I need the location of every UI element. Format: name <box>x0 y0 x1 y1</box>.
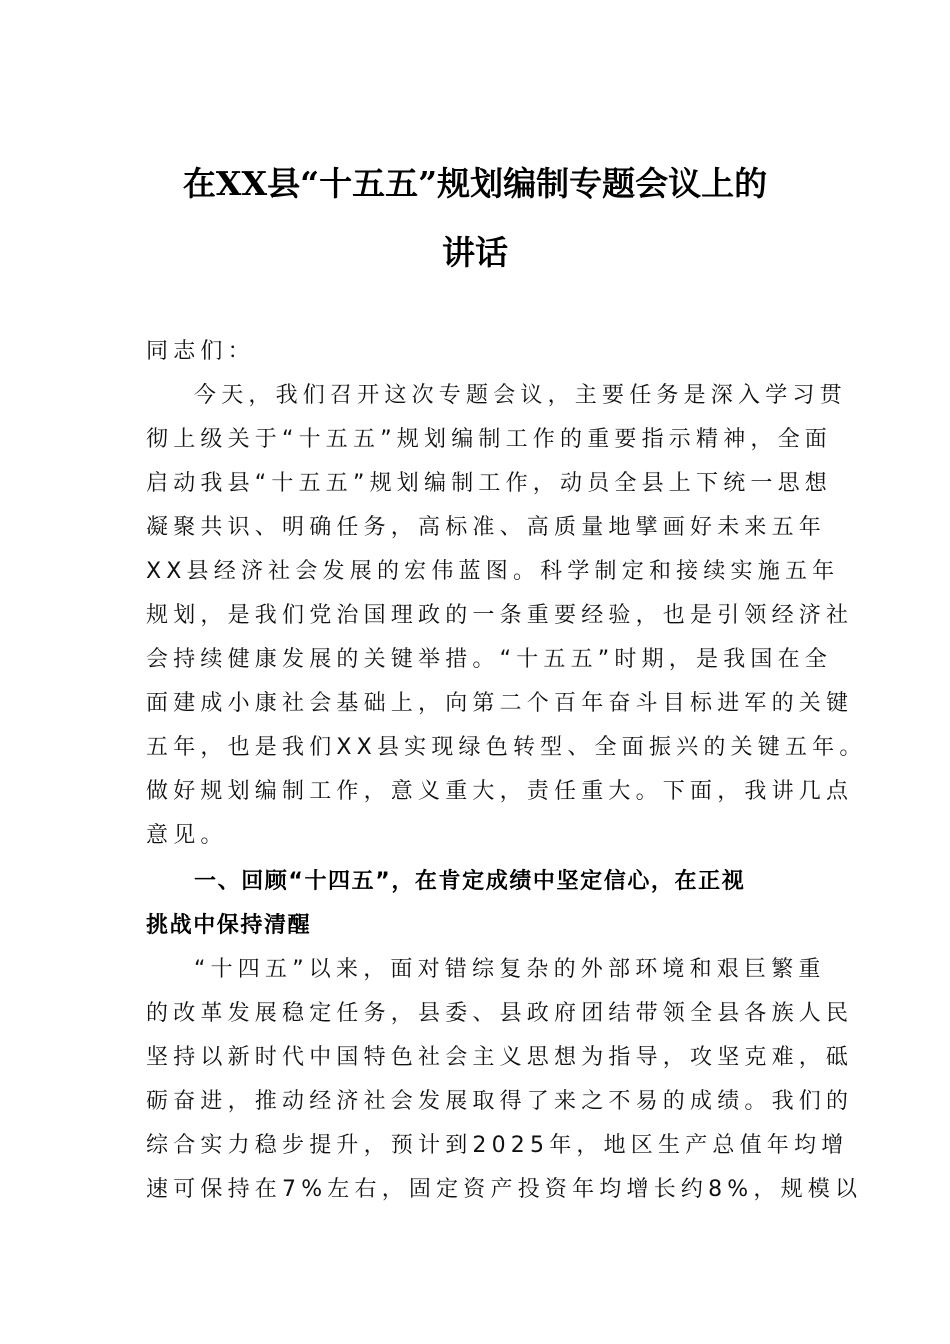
section-heading-line: 挑战中保持清醒 <box>146 913 312 938</box>
paragraph-line: 坚持以新时代中国特色社会主义思想为指导，攻坚克难，砥 <box>146 1045 854 1070</box>
document-title-line-1: 在XX县“十五五”规划编制专题会议上的 <box>182 164 768 203</box>
paragraph-line: 面建成小康社会基础上，向第二个百年奋斗目标进军的关键 <box>146 691 854 716</box>
paragraph-line: 的改革发展稳定任务，县委、县政府团结带领全县各族人民 <box>146 1001 854 1026</box>
paragraph-line: 规划，是我们党治国理政的一条重要经验，也是引领经济社 <box>146 603 854 628</box>
paragraph-line: “十四五”以来，面对错综复杂的外部环境和艰巨繁重 <box>194 957 826 982</box>
paragraph-line: 彻上级关于“十五五”规划编制工作的重要指示精神，全面 <box>146 427 832 452</box>
paragraph-line: 会持续健康发展的关键举措。“十五五”时期，是我国在全 <box>146 647 832 672</box>
document-title-line-2: 讲话 <box>442 233 508 272</box>
paragraph-line: 凝聚共识、明确任务，高标准、高质量地擘画好未来五年 <box>146 515 827 540</box>
paragraph-line: XX县经济社会发展的宏伟蓝图。科学制定和接续实施五年 <box>146 559 840 584</box>
salutation: 同志们： <box>146 339 255 364</box>
paragraph-line: 今天，我们召开这次专题会议，主要任务是深入学习贯 <box>194 383 847 408</box>
paragraph-line: 做好规划编制工作，意义重大，责任重大。下面，我讲几点 <box>146 779 854 804</box>
paragraph-line: 速可保持在7%左右，固定资产投资年均增长约8%，规模以 <box>146 1177 863 1202</box>
paragraph-line: 意见。 <box>146 823 228 848</box>
section-heading-line: 一、回顾“十四五”，在肯定成绩中坚定信心，在正视 <box>194 869 746 894</box>
paragraph-line: 综合实力稳步提升，预计到2025年，地区生产总值年均增 <box>146 1133 849 1158</box>
paragraph-line: 启动我县“十五五”规划编制工作，动员全县上下统一思想 <box>146 471 832 496</box>
paragraph-line: 五年，也是我们XX县实现绿色转型、全面振兴的关键五年。 <box>146 735 867 760</box>
paragraph-line: 砺奋进，推动经济社会发展取得了来之不易的成绩。我们的 <box>146 1089 854 1114</box>
